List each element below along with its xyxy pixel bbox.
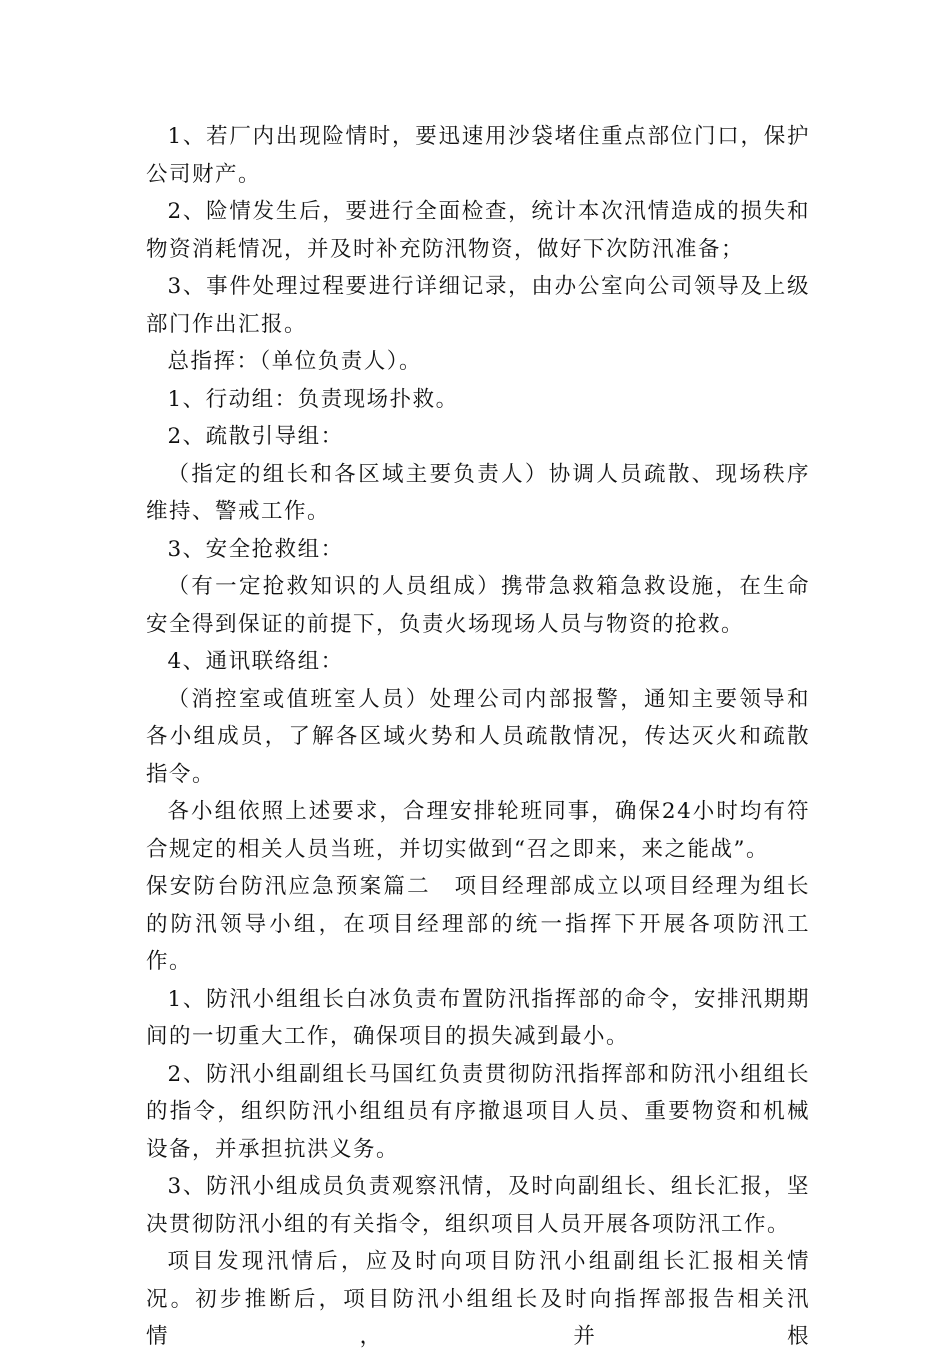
paragraph-7: （指定的组长和各区域主要负责人）协调人员疏散、现场秩序维持、警戒工作。 [146, 461, 810, 524]
paragraph-14: 1、防汛小组组长白冰负责布置防汛指挥部的命令，安排汛期期间的一切重大工作，确保项目的损失减到最小。 [146, 986, 810, 1049]
paragraph-9: （有一定抢救知识的人员组成）携带急救箱急救设施，在生命安全得到保证的前提下，负责火场现场人员与物资的抢救。 [146, 574, 810, 637]
paragraph-4: 总指挥：（单位负责人）。 [167, 349, 423, 374]
paragraph-17: 项目发现汛情后，应及时向项目防汛小组副组长汇报相关情况。初步推断后，项目防汛小组组长及时向指挥部报告相关汛情，并根 [146, 1249, 810, 1349]
paragraph-10: 4、通讯联络组： [167, 649, 344, 674]
paragraph-15: 2、防汛小组副组长马国红负责贯彻防汛指挥部和防汛小组组长的指令，组织防汛小组组员有序撤退项目人员、重要物资和机械设备，并承担抗洪义务。 [146, 1061, 810, 1162]
paragraph-8: 3、安全抢救组： [167, 536, 344, 562]
paragraph-16: 3、防汛小组成员负责观察汛情，及时向副组长、组长汇报，坚决贯彻防汛小组的有关指令，组织项目人员开展各项防汛工作。 [146, 1174, 810, 1237]
paragraph-11: （消控室或值班室人员）处理公司内部报警，通知主要领导和各小组成员，了解各区域火势和人员疏散情况，传达灭火和疏散指令。 [146, 686, 810, 787]
paragraph-13: 保安防台防汛应急预案篇二 项目经理部成立以项目经理为组长的防汛领导小组，在项目经理部的统一指挥下开展各项防汛工作。 [146, 874, 810, 974]
paragraph-2: 2、险情发生后，要进行全面检查，统计本次汛情造成的损失和物资消耗情况，并及时补充防汛物资，做好下次防汛准备； [146, 199, 810, 262]
paragraph-1: 1、若厂内出现险情时，要迅速用沙袋堵住重点部位门口，保护公司财产。 [146, 124, 810, 187]
document-body [146, 118, 810, 1356]
paragraph-12: 各小组依照上述要求，合理安排轮班同事，确保24小时均有符合规定的相关人员当班，并切实做到“召之即来，来之能战”。 [146, 799, 810, 862]
paragraph-3: 3、事件处理过程要进行详细记录，由办公室向公司领导及上级部门作出汇报。 [146, 274, 810, 337]
paragraph-6: 2、疏散引导组： [167, 424, 344, 449]
paragraph-5: 1、行动组：负责现场扑救。 [167, 386, 459, 412]
